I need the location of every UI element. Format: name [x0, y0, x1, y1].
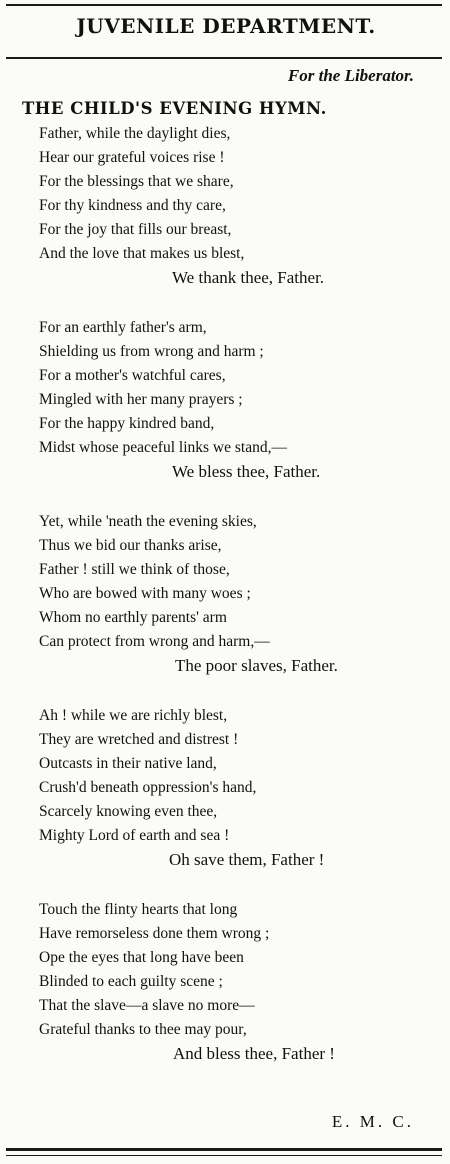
poem-line: Ah ! while we are richly blest, — [39, 707, 228, 724]
poem-line: Whom no earthly parents' arm — [39, 609, 227, 626]
stanza-5 — [39, 898, 399, 1066]
poem-line: Mingled with her many prayers ; — [39, 391, 243, 408]
poem-line: Grateful thanks to thee may pour, — [39, 1021, 247, 1038]
top-rule — [6, 4, 442, 6]
bottom-rule-thick — [6, 1148, 442, 1151]
author-signature: E. M. C. — [331, 1112, 414, 1131]
poem-line: They are wretched and distrest ! — [39, 731, 239, 748]
poem-line: Father ! still we think of those, — [39, 561, 230, 578]
poem-line: Mighty Lord of earth and sea ! — [39, 827, 230, 844]
poem-line: Father, while the daylight dies, — [39, 125, 231, 142]
stanza-2 — [39, 316, 399, 484]
poem-line: Ope the eyes that long have been — [39, 949, 244, 966]
poem-line: Have remorseless done them wrong ; — [39, 925, 270, 942]
refrain-line: The poor slaves, Father. — [175, 656, 338, 675]
poem-line: That the slave—a slave no more— — [39, 997, 255, 1014]
poem-line: For a mother's watchful cares, — [39, 367, 226, 384]
heading-rule — [6, 57, 442, 59]
poem-line: Crush'd beneath oppression's hand, — [39, 779, 257, 796]
bottom-rule-thin — [6, 1155, 442, 1156]
poem-line: For the happy kindred band, — [39, 415, 215, 432]
poem-line: Touch the flinty hearts that long — [39, 901, 238, 918]
poem-line: Scarcely knowing even thee, — [39, 803, 218, 820]
source-attribution: For the Liberator. — [287, 66, 414, 85]
poem-line: Hear our grateful voices rise ! — [39, 149, 225, 166]
poem-body — [39, 122, 399, 1092]
poem-title: THE CHILD'S EVENING HYMN. — [22, 99, 327, 118]
poem-line: For thy kindness and thy care, — [39, 197, 226, 214]
poem-line: Shielding us from wrong and harm ; — [39, 343, 264, 360]
poem-line: Blinded to each guilty scene ; — [39, 973, 223, 990]
refrain-line: We bless thee, Father. — [172, 462, 321, 481]
refrain-line: And bless thee, Father ! — [173, 1044, 335, 1063]
poem-line: Thus we bid our thanks arise, — [39, 537, 222, 554]
stanza-1 — [39, 122, 399, 290]
stanza-3 — [39, 510, 399, 678]
poem-line: Midst whose peaceful links we stand,— — [39, 439, 287, 456]
poem-line: For an earthly father's arm, — [39, 319, 207, 336]
poem-line: Outcasts in their native land, — [39, 755, 217, 772]
poem-line: For the blessings that we share, — [39, 173, 234, 190]
poem-line: Yet, while 'neath the evening skies, — [39, 513, 257, 530]
refrain-line: Oh save them, Father ! — [169, 850, 325, 869]
poem-line: And the love that makes us blest, — [39, 245, 245, 262]
refrain-line: We thank thee, Father. — [172, 268, 325, 287]
poem-line: For the joy that fills our breast, — [39, 221, 232, 238]
poem-line: Can protect from wrong and harm,— — [39, 633, 270, 650]
stanza-4 — [39, 704, 399, 872]
department-heading: JUVENILE DEPARTMENT. — [76, 14, 376, 38]
poem-line: Who are bowed with many woes ; — [39, 585, 251, 602]
